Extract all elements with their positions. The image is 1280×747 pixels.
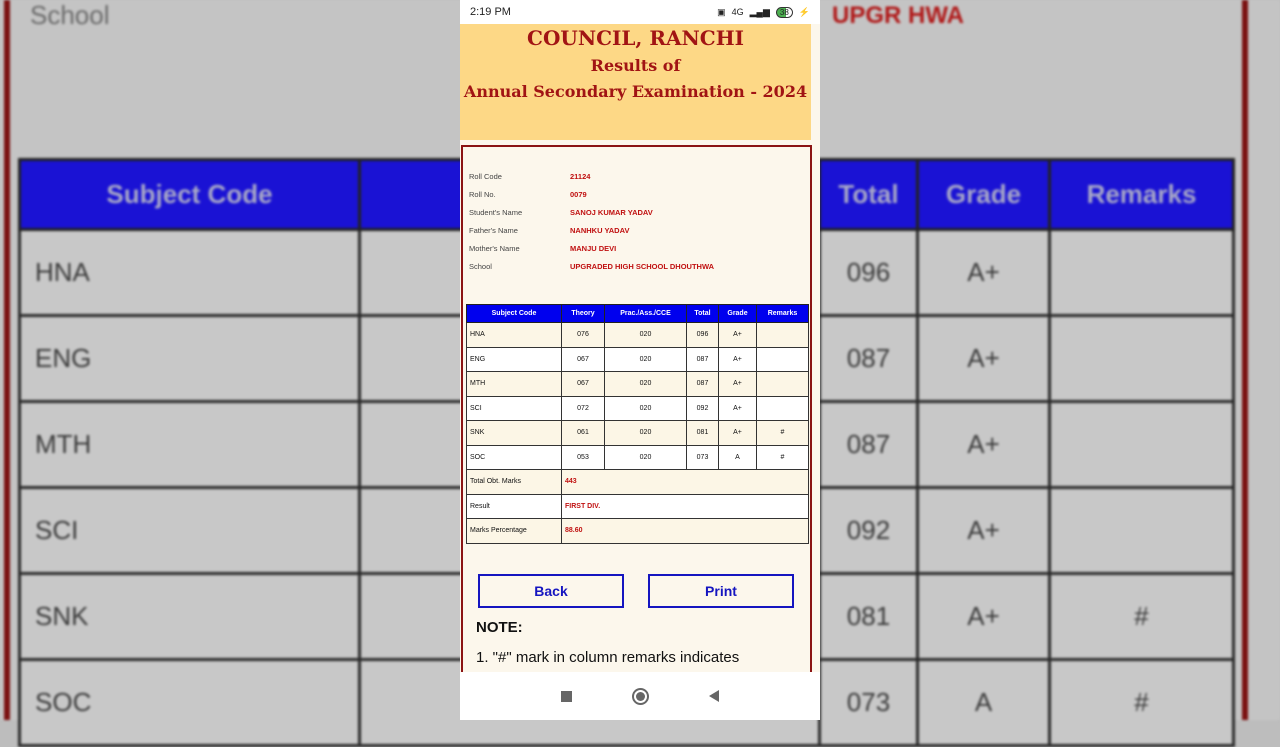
table-row [467, 421, 809, 446]
student-info [469, 167, 714, 275]
table-cell: A+ [719, 421, 757, 446]
table-cell: 092 [687, 396, 719, 421]
info-label: Roll Code [469, 171, 502, 181]
table-cell: HNA [467, 323, 562, 348]
table-row [467, 396, 809, 421]
note-title: NOTE: [476, 619, 523, 636]
info-value: 21124 [570, 171, 591, 181]
table-cell: 067 [562, 347, 605, 372]
table-cell: 053 [562, 445, 605, 470]
table-cell: SNK [467, 421, 562, 446]
table-cell: 087 [687, 372, 719, 397]
bg-column-header: Total [820, 160, 918, 230]
table-cell: ENG [467, 347, 562, 372]
table-cell: # [757, 421, 809, 446]
summary-label: Marks Percentage [467, 519, 562, 544]
bg-table-cell: A [918, 660, 1050, 746]
bg-school-label: School [30, 0, 110, 30]
table-cell [757, 347, 809, 372]
info-value: MANJU DEVI [570, 243, 617, 253]
bg-table-cell: HNA [20, 230, 360, 316]
marks-table [466, 304, 809, 544]
column-header: Theory [562, 305, 605, 323]
sim-icon: ▣ [717, 6, 726, 17]
info-row [469, 221, 714, 239]
table-cell: 020 [605, 396, 687, 421]
table-cell: A+ [719, 323, 757, 348]
print-button[interactable]: Print [648, 574, 794, 608]
table-row [467, 323, 809, 348]
status-bar [460, 0, 820, 24]
table-cell [757, 396, 809, 421]
table-cell: SCI [467, 396, 562, 421]
info-value: SANOJ KUMAR YADAV [570, 207, 653, 217]
column-header: Subject Code [467, 305, 562, 323]
home-icon[interactable] [632, 688, 649, 705]
phone-screen [460, 0, 820, 720]
battery-icon: 38 [776, 7, 793, 18]
bg-column-header: Grade [918, 160, 1050, 230]
android-nav-bar [460, 672, 820, 720]
board-title: COUNCIL, RANCHI [527, 26, 744, 50]
table-cell [757, 323, 809, 348]
exam-title: Annual Secondary Examination - 2024 [463, 82, 808, 101]
table-cell: SOC [467, 445, 562, 470]
table-row [467, 347, 809, 372]
summary-label: Result [467, 494, 562, 519]
table-cell: 020 [605, 323, 687, 348]
summary-value: 443 [562, 470, 809, 495]
info-label: Student's Name [469, 207, 523, 217]
info-value: 0079 [570, 189, 587, 199]
info-label: Roll No. [469, 189, 496, 199]
column-header: Total [687, 305, 719, 323]
info-row [469, 185, 714, 203]
bg-table-cell [1050, 230, 1234, 316]
bg-table-cell: A+ [918, 230, 1050, 316]
info-row [469, 239, 714, 257]
bg-table-cell: SOC [20, 660, 360, 746]
results-of: Results of [590, 56, 681, 75]
note-item: 1. "#" mark in column remarks indicates [476, 649, 740, 666]
table-row [467, 372, 809, 397]
table-cell: A+ [719, 396, 757, 421]
bg-column-header: Remarks [1050, 160, 1234, 230]
table-cell: 020 [605, 445, 687, 470]
bg-table-cell: A+ [918, 574, 1050, 660]
info-row [469, 257, 714, 275]
table-cell: 020 [605, 347, 687, 372]
table-cell: 020 [605, 372, 687, 397]
summary-value: FIRST DIV. [562, 494, 809, 519]
back-nav-icon[interactable] [709, 690, 719, 702]
table-cell: MTH [467, 372, 562, 397]
bg-school-value: UPGR HWA [832, 2, 964, 29]
table-cell: 096 [687, 323, 719, 348]
column-header: Grade [719, 305, 757, 323]
bg-table-cell: # [1050, 660, 1234, 746]
network-type: 4G [731, 7, 744, 17]
clock: 2:19 PM [470, 6, 511, 18]
bg-table-cell: 087 [820, 402, 918, 488]
summary-row [467, 494, 809, 519]
table-cell: 081 [687, 421, 719, 446]
bg-table-cell: A+ [918, 402, 1050, 488]
signal-icon: ▂▄▆ [749, 6, 770, 17]
bg-table-cell: MTH [20, 402, 360, 488]
recents-icon[interactable] [561, 691, 572, 702]
bg-table-cell: 073 [820, 660, 918, 746]
table-cell: A [719, 445, 757, 470]
table-cell [757, 372, 809, 397]
table-cell: 076 [562, 323, 605, 348]
bg-table-cell: A+ [918, 488, 1050, 574]
table-cell: A+ [719, 372, 757, 397]
summary-label: Total Obt. Marks [467, 470, 562, 495]
charging-icon: ⚡ [798, 6, 810, 17]
bg-table-cell: SNK [20, 574, 360, 660]
border-line [4, 0, 10, 720]
table-cell: # [757, 445, 809, 470]
column-header: Prac./Ass./CCE [605, 305, 687, 323]
summary-value: 88.60 [562, 519, 809, 544]
bg-table-cell: A+ [918, 316, 1050, 402]
result-card [461, 145, 812, 720]
info-row [469, 167, 714, 185]
info-label: Mother's Name [469, 243, 520, 253]
info-value: NANHKU YADAV [570, 225, 630, 235]
info-row [469, 203, 714, 221]
bg-table-cell: 087 [820, 316, 918, 402]
border-line [1242, 0, 1248, 720]
bg-table-cell: # [1050, 574, 1234, 660]
bg-table-cell: 092 [820, 488, 918, 574]
bg-table-cell: 096 [820, 230, 918, 316]
table-cell: 072 [562, 396, 605, 421]
table-cell: 020 [605, 421, 687, 446]
info-label: Father's Name [469, 225, 518, 235]
summary-row [467, 470, 809, 495]
table-cell: A+ [719, 347, 757, 372]
info-label: School [469, 261, 492, 271]
column-header: Remarks [757, 305, 809, 323]
table-cell: 087 [687, 347, 719, 372]
bg-table-cell: SCI [20, 488, 360, 574]
back-button[interactable]: Back [478, 574, 624, 608]
bg-table-cell [1050, 402, 1234, 488]
bg-table-cell: ENG [20, 316, 360, 402]
table-cell: 061 [562, 421, 605, 446]
bg-column-header: Subject Code [20, 160, 360, 230]
info-value: UPGRADED HIGH SCHOOL DHOUTHWA [570, 261, 715, 271]
summary-row [467, 519, 809, 544]
bg-table-cell [1050, 316, 1234, 402]
table-cell: 067 [562, 372, 605, 397]
bg-table-cell: 081 [820, 574, 918, 660]
bg-table-cell [1050, 488, 1234, 574]
table-row [467, 445, 809, 470]
page-header [460, 24, 811, 140]
table-cell: 073 [687, 445, 719, 470]
